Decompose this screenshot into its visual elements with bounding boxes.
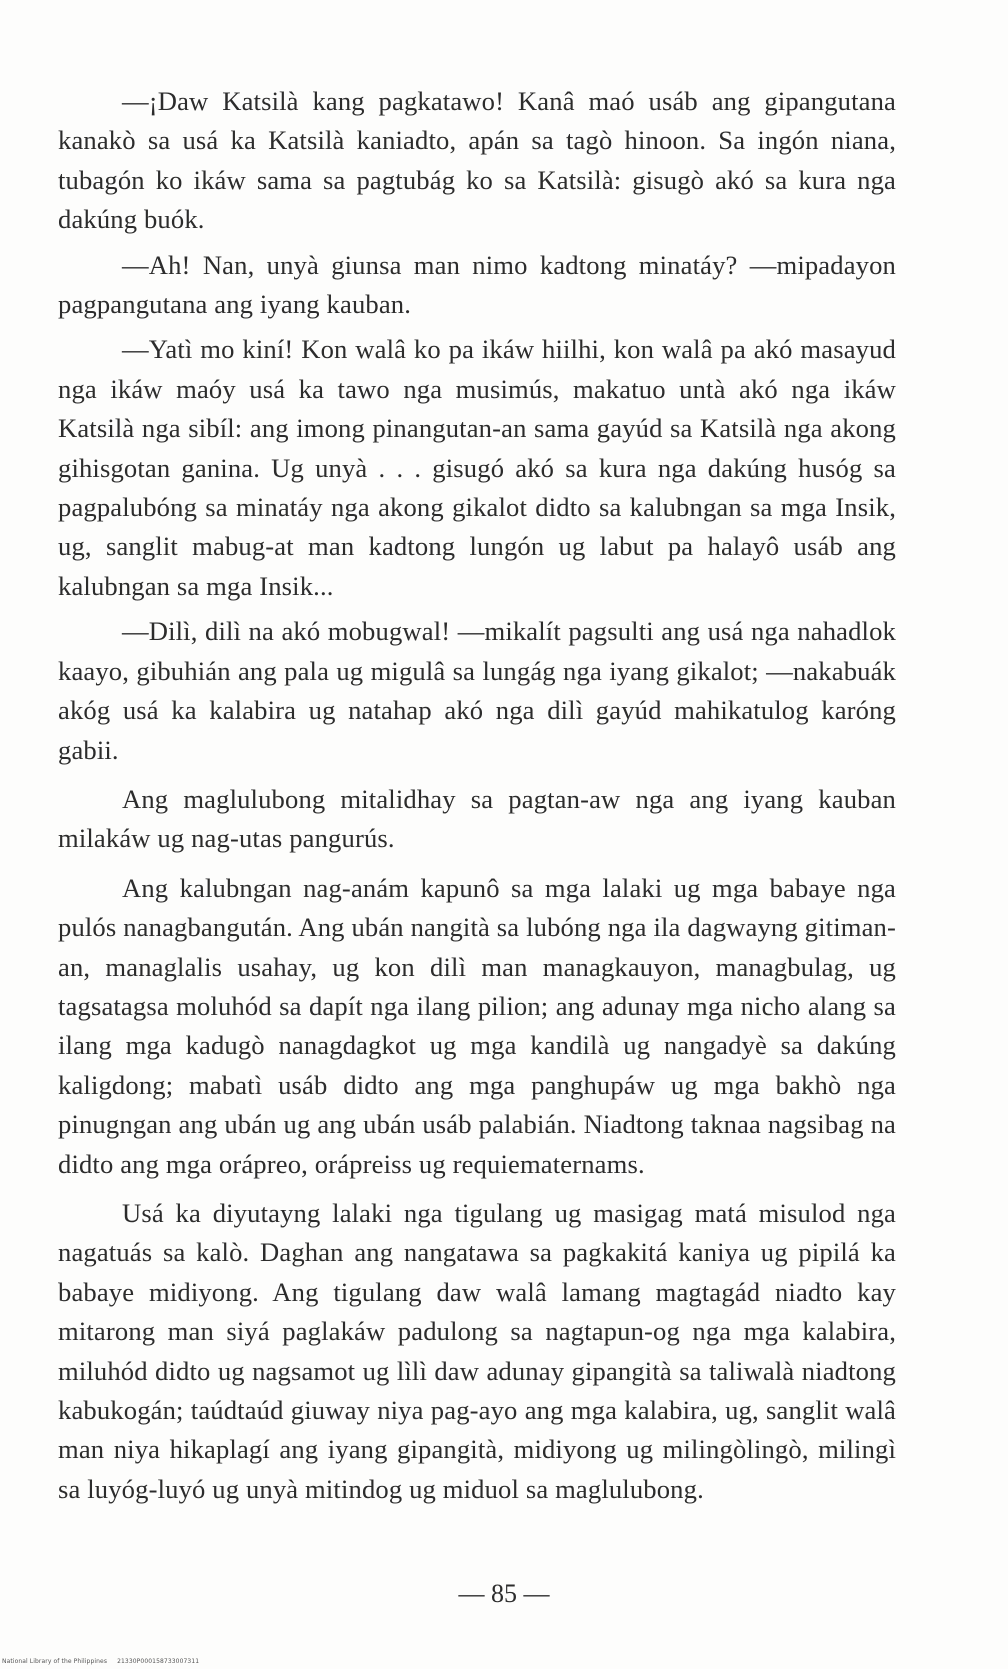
page-number: — 85 — [458, 1579, 550, 1608]
paragraph-6: Ang kalubngan nag-anám kapunô sa mga lalaki ug mga babaye nga pulós nanagbangután. Ang ubán nangità sa lubóng nga ila dagwayng gitiman-an, managlalis usahay, ug kon dilì man managkauyon, managbulag, ug tagsatagsa moluhód sa dapít nga ilang pilion; ang adunay mga nicho alang sa ilang mga kadugò nanagdagkot ug mga kandilà ug nangadyè sa dakúng kaligdong; mabatì usáb didto ang mga panghupáw ug mga bakhò nga pinugngan ang ubán ug ang ubán usáb palabián. Niadtong taknaa nagsibag na didto ang mga orápreo, orápreiss ug requiematernams. [58, 872, 896, 1179]
paragraph-3: —Yatì mo kiní! Kon walâ ko pa ikáw hiilhi, kon walâ pa akó masayud nga ikáw maóy usá ka tawo nga musimús, makatuo untà akó nga ikáw Katsilà nga sibíl: ang imong pinangutan-an sama gayúd sa Katsilà nga akong gihisgotan ganina. Ug unyà . . . gisugó akó sa kura nga dakúng husóg sa pagpalubóng sa minatáy nga akong gikalot didto sa kalubngan sa mga Insik, ug, sanglit mabug-at man kadtong lungón ug labut pa halayô usáb ang kalubngan sa mga Insik... [58, 334, 896, 601]
scan-footer [2, 1658, 207, 1665]
paragraph-4: —Dilì, dilì na akó mobugwal! —mikalít pagsulti ang usá nga nahadlok kaayo, gibuhián ang pala ug migulâ sa lungág nga iyang gikalot; —nakabuák akóg usá ka kalabira ug natahap akó nga dilì gayúd mahikatulog karóng gabii. [58, 616, 896, 765]
body-text [58, 82, 896, 1509]
paragraph-7: Usá ka diyutayng lalaki nga tigulang ug masigag matá misulod nga nagatuás sa kalò. Daghan ang nangatawa sa pagkakitá kaniya ug pipilá ka babaye midiyong. Ang tigulang daw walâ lamang magtagád niadto kay mitarong man siyá paglakáw padulong sa nagtapun-og nga mga kalabira, miluhód didto ug nagsamot ug lìlì daw adunay gipangità sa taliwalà niadtong kabukogán; taúdtaúd giuway niya pag-ayo ang mga kalabira, ug, sanglit walâ man niya hikaplagí ang iyang gipangità, midiyong ug milingòlingò, milingì sa luyóg-luyó ug unyà mitindog ug miduol sa maglulubong. [58, 1197, 896, 1504]
paragraph-2: —Ah! Nan, unyà giunsa man nimo kadtong minatáy? —mipadayon pagpangutana ang iyang kauban. [58, 249, 896, 320]
record-id: 21330P000158733007311 [117, 1658, 200, 1665]
paragraph-1: —¡Daw Katsilà kang pagkatawo! Kanâ maó usáb ang gipangutana kanakò sa usá ka Katsilà kaniadto, apán sa tagò hinoon. Sa ingón niana, tubagón ko ikáw sama sa pagtubág ko sa Katsilà: gisugò akó sa kura nga dakúng buók. [58, 86, 896, 235]
paragraph-5: Ang maglulubong mitalidhay sa pagtan-aw nga ang iyang kauban milakáw ug nag-utas pangurús. [58, 783, 896, 854]
library-name: National Library of the Philippines [2, 1658, 108, 1665]
